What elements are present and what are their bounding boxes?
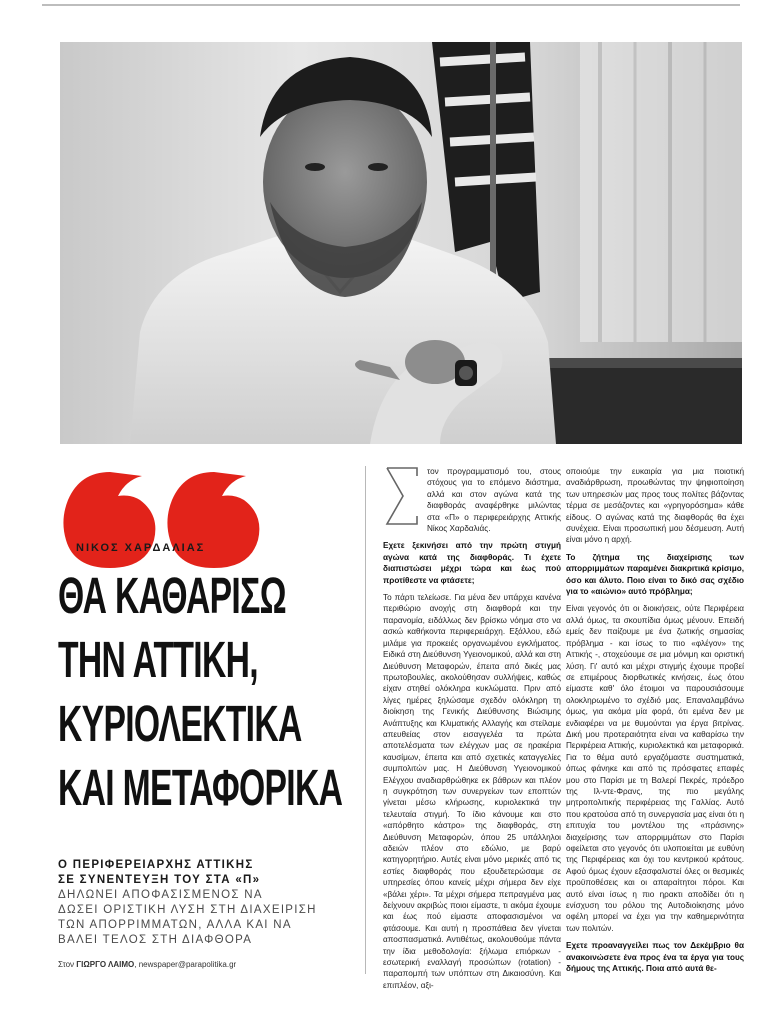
deck-line: ΒΑΛΕΙ ΤΕΛΟΣ ΣΤΗ ΔΙΑΦΘΟΡΑ [58,934,253,946]
headline [58,564,343,820]
deck-line-bold: Ο ΠΕΡΙΦΕΡΕΙΑΡΧΗΣ ΑΤΤΙΚΗΣ [58,859,254,871]
interview-question: Εχετε ξεκινήσει από την πρώτη στιγμή αγώνα κατά της διαφθοράς. Τι έχετε διαπιστώσει μέχρι τώρα και έως πού προτίθεστε να φτάσετε; [383,541,561,585]
author-email: , newspaper@parapolitika.gr [134,960,237,969]
deck-line-bold: ΣΕ ΣΥΝΕΝΤΕΥΞΗ ΤΟΥ ΣΤΑ «Π» [58,874,261,886]
column-divider [365,466,366,974]
credit-prefix: Στον [58,960,77,969]
quote-mark-left-icon [60,470,160,570]
portrait-photo [60,42,742,444]
headline-line: ΚΑΙ ΜΕΤΑΦΟΡΙΚΑ [58,759,343,816]
deck-line: ΔΗΛΩΝΕΙ ΑΠΟΦΑΣΙΣΜΕΝΟΣ ΝΑ [58,889,263,901]
intro-paragraph [383,466,561,534]
deck-line: ΤΩΝ ΑΠΟΡΡΙΜΜΑΤΩΝ, ΑΛΛΑ ΚΑΙ ΝΑ [58,919,292,931]
interview-answer: Είναι γεγονός ότι οι διοικήσεις, ούτε Περιφέρεια αλλά όμως, τα σκουπίδια όμως μένουν. Επειδή εμείς δεν παίζουμε με ένα ζωτικής σημασίας πρόβλημα - και ίσως το πιο «φλέγον» της Αττικής -, στοχεύουμε σε μια μόνιμη και οριστική λύση. Γι' αυτό και μέχρι στιγμής έχουμε προβεί σε επιμέρους διορθωτικές κινήσεις, έως ότου είμαστε καθ' όλο έτοιμοι να παρουσιάσουμε ολοκληρωμένο το σχέδιό μας. Επαναλαμβάνω όμως, για ακόμα μία φορά, ότι εμένα δεν με ενδιαφέρει να με θυμούνται για έργα βιτρίνας. Δική μου προτεραιότητα είναι να καθαρίσω την Περιφέρεια Αττικής, κυριολεκτικά και μεταφορικά. Για το θέμα αυτό εργαζόμαστε συστηματικά, όπως φάνηκε και από τις πρόσφατες επαφές μου στο Παρίσι με τη Βαλερί Πεκρές, πρόεδρο της Ιλ-ντε-Φρανς, της πιο μεγάλης μητροπολιτικής περιφέρειας της Γαλλίας. Αυτό που κρατούσα από τη συνεργασία μας είναι ότι η επιτυχία του μοντέλου της «πράσινης» διαχείρισης των απορριμμάτων στο Παρίσι οφείλεται στο γεγονός ότι υλοποιείται με ευθύνη της Περιφέρειας και όχι του κεντρικού κράτους. Αφού όμως έχουν εξασφαλιστεί όλες οι θεσμικές προϋποθέσεις και οι απαραίτητοι πόροι. Και αυτό είναι ίσως η πιο ηρακτι αποδίδει ότι η ενίσχυση του ρόλου της Αυτοδιοίκησης μόνο οφέλη μπορεί να έχει για την καθημερινότητα των πολιτών. [566,604,744,933]
intro-text: τον προγραμματισμό του, στους στόχους για το επόμενο διάστημα, αλλά και στον αγώνα κατά της διαφθοράς αναφέρθηκε μιλώντας στα «Π» ο περιφερειάρχης Αττικής Νίκος Χαρδαλιάς. [427,467,561,534]
answer-continued: οποιούμε την ευκαιρία για μια ποιοτική αναδιάρθρωση, προωθώντας την ψηφιοποίηση των υπηρεσιών μας προς τους πολίτες βάζοντας τέρμα σε μεσάζοντες και «γρηγορόσημα» κάθε είδους. Ο αγώνας κατά της διαφθοράς θα έχει συνέχεια. Είναι προσωπική μου δέσμευση. Αυτή είναι μόνο η αρχή. [566,467,744,545]
interview-answer: Το πάρτι τελείωσε. Για μένα δεν υπάρχει κανένα περιθώριο ανοχής στη διαφθορά και την παρανομία, ειδάλλως δεν βρίσκω νόημα στο να ασκώ καθήκοντα περιφερειάρχη. Εξάλλου, εδώ μιλάμε για προκειές οργανωμένου εγκλήματος. Ειδικά στη Διεύθυνση Υγειονομικού, αλλά και στη Διεύθυνση Μεταφορών, έπειτα από δικές μας πρωτοβουλίες, ακολούθησαν συλλήψεις, καθώς είχαν στηθεί ολόκληρα κυκλώματα. Πριν από λίγες ημέρες ξηλώσαμε σχεδόν ολόκληρη τη διοίκηση της Γενικής Διεύθυνσης Βιώσιμης Ανάπτυξης και Κλιματικής Αλλαγής και στείλαμε απευθείας στον εισαγγελέα τα πρώτα αποτελέσματα των ελέγχων μας σε ηρακέρια καυσίμων, έπειτα και από σχετικές καταγγελίες συμπολιτών μας. Η Διεύθυνση Υγειονομικού Ελέγχου αναδιαρθρώθηκε εκ βάθρων και πλέον η συγκρότηση των συνεργείων των εποπτών γίνεται μέσω κλήρωσης, κυριολεκτικά την τελευταία στιγμή. Το ίδιο κάνουμε και στο «απόρθητο κάστρο» της διαφθοράς, στη Διεύθυνση Μεταφορών, όπου 25 υπάλληλοι αδειών πλέον στο εδώλιο, με βαρύ κατηγορητήριο. Αυτές είναι μόνο μερικές από τις εστίες διαφθοράς που εξουδετερώσαμε σε υπηρεσίες όπου κανείς μέχρι σήμερα δεν είχε «βάλει χέρι». Τα μέχρι σήμερα πεπραγμένα μας δείχνουν ακριβώς ποιοι είμαστε, τι ακόμα έχουμε και έως πού είμαστε αποφασισμένοι να φτάσουμε. Και αυτή η προσπάθεια δεν γίνεται αποσπασματικά. Αντιθέτως, ακολουθούμε πάντα την ίδια μεθοδολογία: ξήλωμα επιόρκων - εσωτερική εναλλαγή προσώπων (rotation) - παραπομπή των υπόπτων στη Δικαιοσύνη. Και επιπλέον, αξι- [383,593,561,990]
headline-line: ΤΗΝ ΑΤΤΙΚΗ, [58,631,258,688]
headline-line: ΚΥΡΙΟΛΕΚΤΙΚΑ [58,695,302,752]
article-column-1 [383,466,561,997]
interview-question: Το ζήτημα της διαχείρισης των απορριμμάτων παραμένει διακριτικά κρίσιμο, όσο και άλυτο. Ποιο είναι το δικό σας σχέδιο για το «αιώνιο» αυτό πρόβλημα; [566,552,744,597]
author-credit [58,960,236,969]
subheadline-deck [58,858,338,948]
top-rule [42,4,740,6]
dropcap-sigma-icon [383,466,421,526]
interviewee-name: ΝΙΚΟΣ ΧΑΡΔΑΛΙΑΣ [76,542,206,554]
article-column-2 [566,466,744,980]
quote-mark-right-icon [164,470,264,570]
author-name: ΓΙΩΡΓΟ ΛΑΙΜΟ [76,960,135,969]
headline-line: ΘΑ ΚΑΘΑΡΙΣΩ [58,567,286,624]
interview-question: Εχετε προαναγγείλει πως τον Δεκέμβριο θα ανακοινώσετε ένα προς ένα τα έργα για τους δήμους της Αττικής. Ποια από αυτά θε- [566,941,744,974]
deck-line: ΔΩΣΕΙ ΟΡΙΣΤΙΚΗ ΛΥΣΗ ΣΤΗ ΔΙΑΧΕΙΡΙΣΗ [58,904,317,916]
